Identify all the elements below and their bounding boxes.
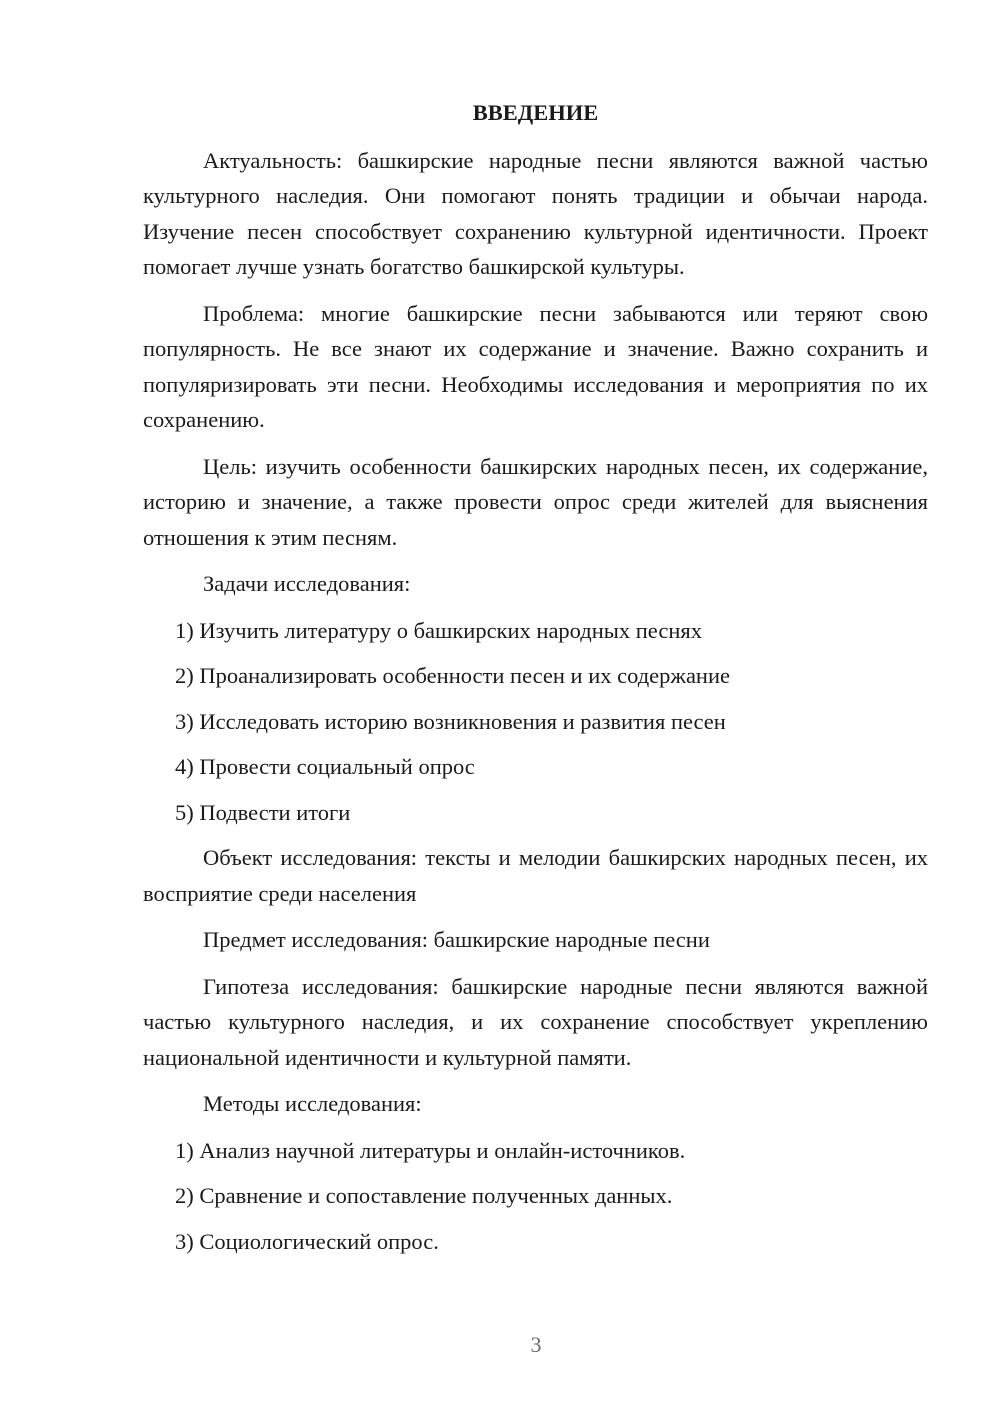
tasks-heading: Задачи исследования: bbox=[203, 571, 411, 596]
page-title: ВВЕДЕНИЕ bbox=[472, 100, 599, 125]
subject-paragraph: Предмет исследования: башкирские народные песни bbox=[203, 927, 710, 952]
relevance-paragraph: Актуальность: башкирские народные песни являются важной частью культурного наследия. Они помогают понять традиции и обычаи народа. Изучение песен способствует сохранению культурной идентичности. Проект помогает лучше узнать богатство башкирской культуры. bbox=[143, 147, 928, 279]
list-item: 3) Исследовать историю возникновения и развития песен bbox=[175, 708, 726, 734]
hypothesis-paragraph: Гипотеза исследования: башкирские народные песни являются важной частью культурного наследия, и их сохранение способствует укреплению национальной идентичности и культурной памяти. bbox=[143, 973, 928, 1070]
page-number: 3 bbox=[530, 1332, 542, 1357]
list-item: 2) Проанализировать особенности песен и их содержание bbox=[175, 663, 730, 688]
object-paragraph: Объект исследования: тексты и мелодии башкирских народных песен, их восприятие среди населения bbox=[143, 845, 928, 906]
methods-heading: Методы исследования: bbox=[203, 1091, 422, 1116]
goal-paragraph: Цель: изучить особенности башкирских народных песен, их содержание, историю и значение, а также провести опрос среди жителей для выяснения отношения к этим песням. bbox=[143, 453, 928, 550]
page-content bbox=[143, 95, 928, 1269]
list-item: 1) Изучить литературу о башкирских народных песнях bbox=[175, 617, 702, 643]
list-item: 1) Анализ научной литературы и онлайн-источников. bbox=[175, 1137, 686, 1163]
methods-list bbox=[143, 1133, 928, 1260]
list-item: 5) Подвести итоги bbox=[175, 799, 351, 825]
problem-paragraph: Проблема: многие башкирские песни забываются или теряют свою популярность. Не все знают их содержание и значение. Важно сохранить и популяризировать эти песни. Необходимы исследования и мероприятия по их сохранению. bbox=[143, 300, 928, 432]
list-item: 2) Сравнение и сопоставление полученных данных. bbox=[175, 1183, 673, 1208]
tasks-list bbox=[143, 613, 928, 831]
list-item: 4) Провести социальный опрос bbox=[175, 754, 475, 779]
list-item: 3) Социологический опрос. bbox=[175, 1228, 439, 1254]
